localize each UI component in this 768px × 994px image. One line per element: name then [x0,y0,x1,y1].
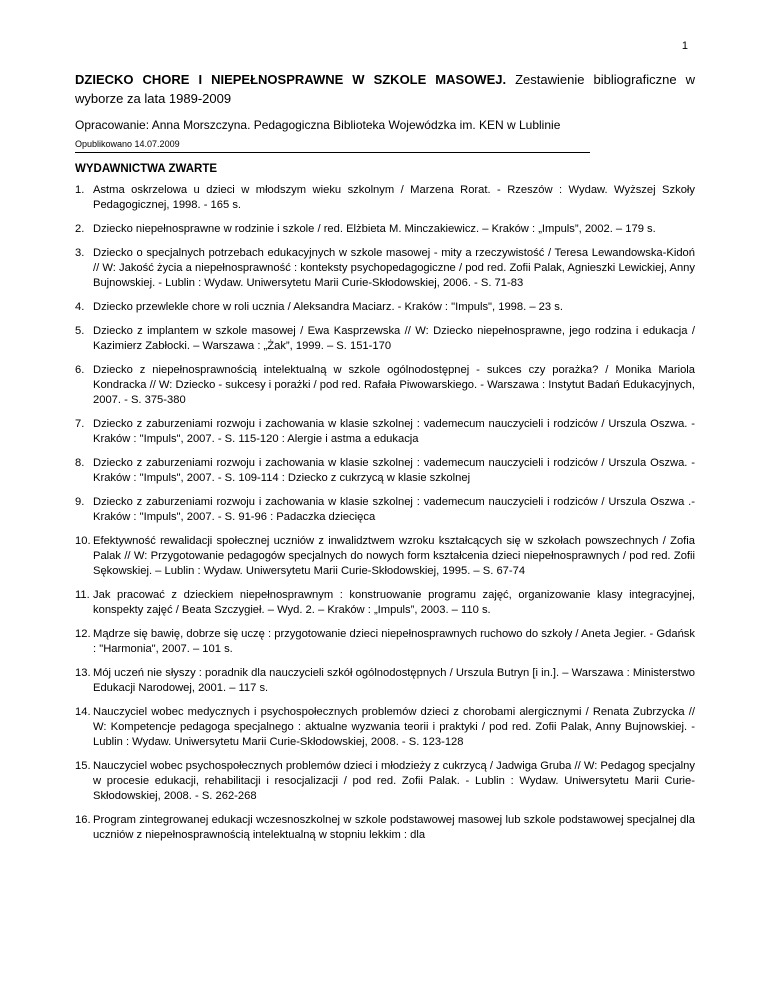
item-text: Dziecko z implantem w szkole masowej / Ewa Kasprzewska // W: Dziecko niepełnosprawne, jego rodzina i edukacja / Kazimierz Zabłocki. – Warszawa : „Żak”, 1999. – S. 151-170 [93,325,695,352]
item-text: Program zintegrowanej edukacji wczesnoszkolnej w szkole podstawowej masowej lub szkole podstawowej specjalnej dla uczniów z niepełnosprawnością intelektualną w stopniu lekkim : dla [93,814,695,841]
item-text: Dziecko z zaburzeniami rozwoju i zachowania w klasie szkolnej : vademecum nauczycieli i rodziców / Urszula Oszwa. - Kraków : "Impuls", 2007. - S. 109-114 : Dziecko z cukrzycą w klasie szkolnej [93,457,695,484]
item-text: Mądrze się bawię, dobrze się uczę : przygotowanie dzieci niepełnosprawnych ruchowo do szkoły / Aneta Jegier. - Gdańsk : "Harmonia", 2007. – 101 s. [93,628,695,655]
list-item [75,417,695,447]
list-item [75,183,695,213]
document-body [75,70,695,852]
item-number: 6. [75,364,85,376]
item-number: 16. [75,814,91,826]
item-text: Efektywność rewalidacji społecznej uczniów z inwalidztwem wzroku kształcących się w szkołach powszechnych / Zofia Palak // W: Przygotowanie pedagogów specjalnych do nowych form kształcenia dzieci niepełnosprawnych / pod red. Zofii Sękowskiej. – Lublin : Wydaw. Uniwersytetu Marii Curie-Skłodowskiej, 1995. – S. 67-74 [93,535,695,577]
item-text: Nauczyciel wobec medycznych i psychospołecznych problemów dzieci z chorobami alergicznymi / Renata Zubrzycka // W: Kompetencje pedagoga specjalnego : aktualne wyzwania teorii i praktyki / pod red. Zofii Palak, Anny Bujnowskiej. - Lublin : Wydaw. Uniwersytetu Marii Curie-Skłodowskiej, 2008. - S. 123-128 [93,706,695,748]
item-number: 2. [75,223,85,235]
title-subtitle: Zestawienie bibliograficzne w wyborze za lata 1989-2009 [75,72,695,106]
item-number: 7. [75,418,85,430]
list-item [75,705,695,750]
list-item [75,759,695,804]
page-number: 1 [681,40,688,52]
item-text: Nauczyciel wobec psychospołecznych problemów dzieci i młodzieży z cukrzycą / Jadwiga Gruba // W: Pedagog specjalny w procesie edukacji, rehabilitacji i resocjalizacji / pod red. Zofii Palak. - Lublin : Wydaw. Uniwersytetu Marii Curie-Skłodowskiej, 2008. - S. 262-268 [93,760,695,802]
list-item [75,222,695,237]
item-text: Mój uczeń nie słyszy : poradnik dla nauczycieli szkół ogólnodostępnych / Urszula Butryn [i in.]. – Warszawa : Ministerstwo Edukacji Narodowej, 2001. – 117 s. [93,667,695,694]
list-item [75,246,695,291]
item-number: 5. [75,325,85,337]
list-item [75,456,695,486]
item-text: Dziecko o specjalnych potrzebach edukacyjnych w szkole masowej - mity a rzeczywistość / Teresa Lewandowska-Kidoń // W: Jakość życia a niepełnosprawność : konteksty psychopedagogiczne / pod red. Zofii Palak, Agnieszki Lewickiej, Anny Bujnowskiej. - Lublin : Wydaw. Uniwersytetu Marii Curie-Skłodowskiej, 2006. - S. 71-83 [93,247,695,289]
document-title [75,70,695,108]
list-item [75,534,695,579]
list-item [75,495,695,525]
item-text: Jak pracować z dzieckiem niepełnosprawnym : konstruowanie programu zajęć, organizowanie klasy integracyjnej, konspekty zajęć / Beata Szczygieł. – Wyd. 2. – Kraków : „Impuls”, 2003. – 110 s. [93,589,695,616]
published-date: Opublikowano 14.07.2009 [75,139,180,149]
list-item [75,363,695,408]
item-number: 9. [75,496,85,508]
item-text: Dziecko z zaburzeniami rozwoju i zachowania w klasie szkolnej : vademecum nauczycieli i rodziców / Urszula Oszwa .- Kraków : "Impuls", 2007. - S. 91-96 : Padaczka dziecięca [93,496,695,523]
bibliography-list [75,183,695,843]
list-item [75,300,695,315]
header-divider [75,152,590,153]
list-item [75,588,695,618]
list-item [75,666,695,696]
section-heading: WYDAWNICTWA ZWARTE [75,163,218,175]
item-number: 15. [75,760,91,772]
item-number: 11. [75,589,90,601]
item-number: 10. [75,535,91,547]
list-item [75,324,695,354]
item-number: 12. [75,628,91,640]
list-item [75,813,695,843]
item-number: 14. [75,706,91,718]
item-number: 8. [75,457,85,469]
title-bold: DZIECKO CHORE I NIEPEŁNOSPRAWNE W SZKOLE MASOWEJ. [75,72,507,87]
item-number: 1. [75,184,85,196]
list-item [75,627,695,657]
item-number: 13. [75,667,91,679]
item-text: Astma oskrzelowa u dzieci w młodszym wieku szkolnym / Marzena Rorat. - Rzeszów : Wydaw. Wyższej Szkoły Pedagogicznej, 1998. - 165 s. [93,184,695,211]
item-number: 4. [75,301,85,313]
author-line: Opracowanie: Anna Morszczyna. Pedagogiczna Biblioteka Wojewódzka im. KEN w Lublinie [75,118,561,132]
item-text: Dziecko z niepełnosprawnością intelektualną w szkole ogólnodostępnej - sukces czy porażka? / Monika Mariola Kondracka // W: Dziecko - sukcesy i porażki / pod red. Rafała Piwowarskiego. - Warszawa : Instytut Badań Edukacyjnych, 2007. - S. 375-380 [93,364,695,406]
item-number: 3. [75,247,85,259]
item-text: Dziecko niepełnosprawne w rodzinie i szkole / red. Elżbieta M. Minczakiewicz. – Kraków : „Impuls”, 2002. – 179 s. [93,223,656,235]
item-text: Dziecko przewlekle chore w roli ucznia / Aleksandra Maciarz. - Kraków : "Impuls", 1998. – 23 s. [93,301,563,313]
item-text: Dziecko z zaburzeniami rozwoju i zachowania w klasie szkolnej : vademecum nauczycieli i rodziców / Urszula Oszwa. - Kraków : "Impuls", 2007. - S. 115-120 : Alergie i astma a edukacja [93,418,695,445]
